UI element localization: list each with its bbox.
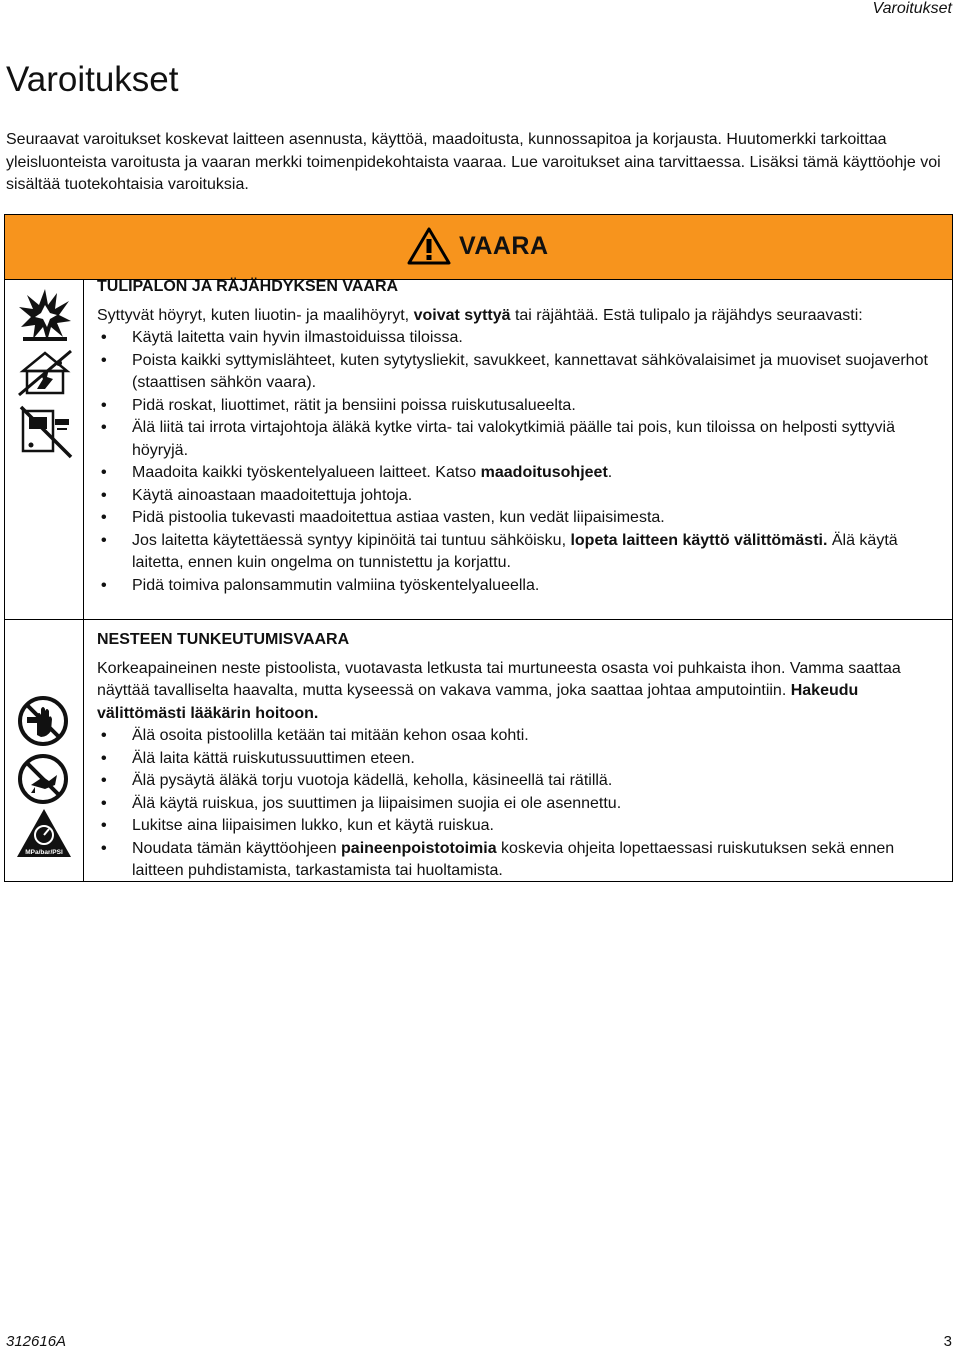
danger-banner <box>5 215 952 280</box>
fire-explosion-section <box>97 276 949 597</box>
list-item: • Älä osoita pistoolilla ketään tai mitään kehon osaa kohti. <box>97 725 949 748</box>
list-item: • Pidä roskat, liuottimet, rätit ja bensiini poissa ruiskutusalueelta. <box>97 395 949 418</box>
injection-bullet-list <box>97 725 949 883</box>
fire-bullet-list <box>97 327 949 597</box>
list-item: • Älä liitä tai irrota virtajohtoja äläkä kytke virta- tai valokytkimiä päälle tai pois, kun tiloissa on helposti syttyviä höyryjä. <box>97 417 949 462</box>
list-item: • Käytä laitetta vain hyvin ilmastoiduissa tiloissa. <box>97 327 949 350</box>
no-spray-icon <box>17 753 69 805</box>
injection-section <box>97 629 949 883</box>
no-hand-icon <box>17 695 69 747</box>
section-divider <box>5 619 952 620</box>
gauge-label: MPa/bar/PSI <box>25 849 63 856</box>
injection-intro: Korkeapaineinen neste pistoolista, vuotavasta letkusta tai murtuneesta osasta voi puhkaista ihon. Vamma saattaa näyttää tavalliselta haavalta, mutta kyseessä on vakava vamma, joka saattaa johtaa amputointiin. Hakeudu välittömästi lääkärin hoitoon. <box>97 659 901 722</box>
page-title: Varoitukset <box>6 60 179 99</box>
icon-column <box>5 279 84 881</box>
injection-heading: NESTEEN TUNKEUTUMISVAARA <box>97 631 350 648</box>
warning-triangle-icon <box>407 227 451 265</box>
list-item: • Jos laitetta käytettäessä syntyy kipinöitä tai tuntuu sähköisku, lopeta laitteen käyttö välittömästi. Älä käytä laitetta, ennen kuin ongelma on tunnistettu ja korjattu. <box>97 530 949 575</box>
no-smoking-icon <box>17 403 73 459</box>
intro-paragraph: Seuraavat varoitukset koskevat laitteen asennusta, käyttöä, maadoitusta, kunnossapitoa ja korjausta. Huutomerkki tarkoittaa yleisluonteista varoitusta ja vaaran merkki toimenpidekohtaista vaaraa. Lue varoitukset aina tarvittaessa. Lisäksi tämä käyttöohje voi sisältää tuotekohtaisia varoituksia. <box>6 131 941 193</box>
list-item: • Pidä toimiva palonsammutin valmiina työskentelyalueella. <box>97 575 949 598</box>
list-item: • Lukitse aina liipaisimen lukko, kun et käytä ruiskua. <box>97 815 949 838</box>
page-number: 3 <box>943 1333 952 1350</box>
list-item: • Poista kaikki syttymislähteet, kuten sytytysliekit, savukkeet, kannettavat sähkövalaisimet ja muoviset suojaverhot (staattisen sähkön vaara). <box>97 350 949 395</box>
pressure-gauge-icon <box>15 807 73 859</box>
list-item: • Älä käytä ruiskua, jos suuttimen ja liipaisimen suojia ei ole asennettu. <box>97 793 949 816</box>
list-item: • Älä pysäytä äläkä torju vuotoja kädellä, keholla, käsineellä tai rätillä. <box>97 770 949 793</box>
list-item: • Älä laita kättä ruiskutussuuttimen eteen. <box>97 748 949 771</box>
fire-intro: Syttyvät höyryt, kuten liuotin- ja maalihöyryt, voivat syttyä tai räjähtää. Estä tulipalo ja räjähdys seuraavasti: <box>97 306 863 324</box>
list-item: • Pidä pistoolia tukevasti maadoitettua astiaa vasten, kun vedät liipaisimesta. <box>97 507 949 530</box>
list-item: • Maadoita kaikki työskentelyalueen laitteet. Katso maadoitusohjeet. <box>97 462 949 485</box>
running-header: Varoitukset <box>872 0 952 17</box>
doc-number: 312616A <box>6 1333 67 1350</box>
warning-table <box>4 214 953 882</box>
explosion-icon <box>17 287 73 343</box>
fire-heading: TULIPALON JA RÄJÄHDYKSEN VAARA <box>97 278 399 295</box>
list-item: • Noudata tämän käyttöohjeen paineenpoistotoimia koskevia ohjeita lopettaessasi ruiskutuksen sekä ennen laitteen puhdistamista, tarkastamista tai huoltamista. <box>97 838 949 883</box>
no-spark-icon <box>17 349 73 397</box>
banner-title: VAARA <box>459 231 549 260</box>
list-item: • Käytä ainoastaan maadoitettuja johtoja. <box>97 485 949 508</box>
